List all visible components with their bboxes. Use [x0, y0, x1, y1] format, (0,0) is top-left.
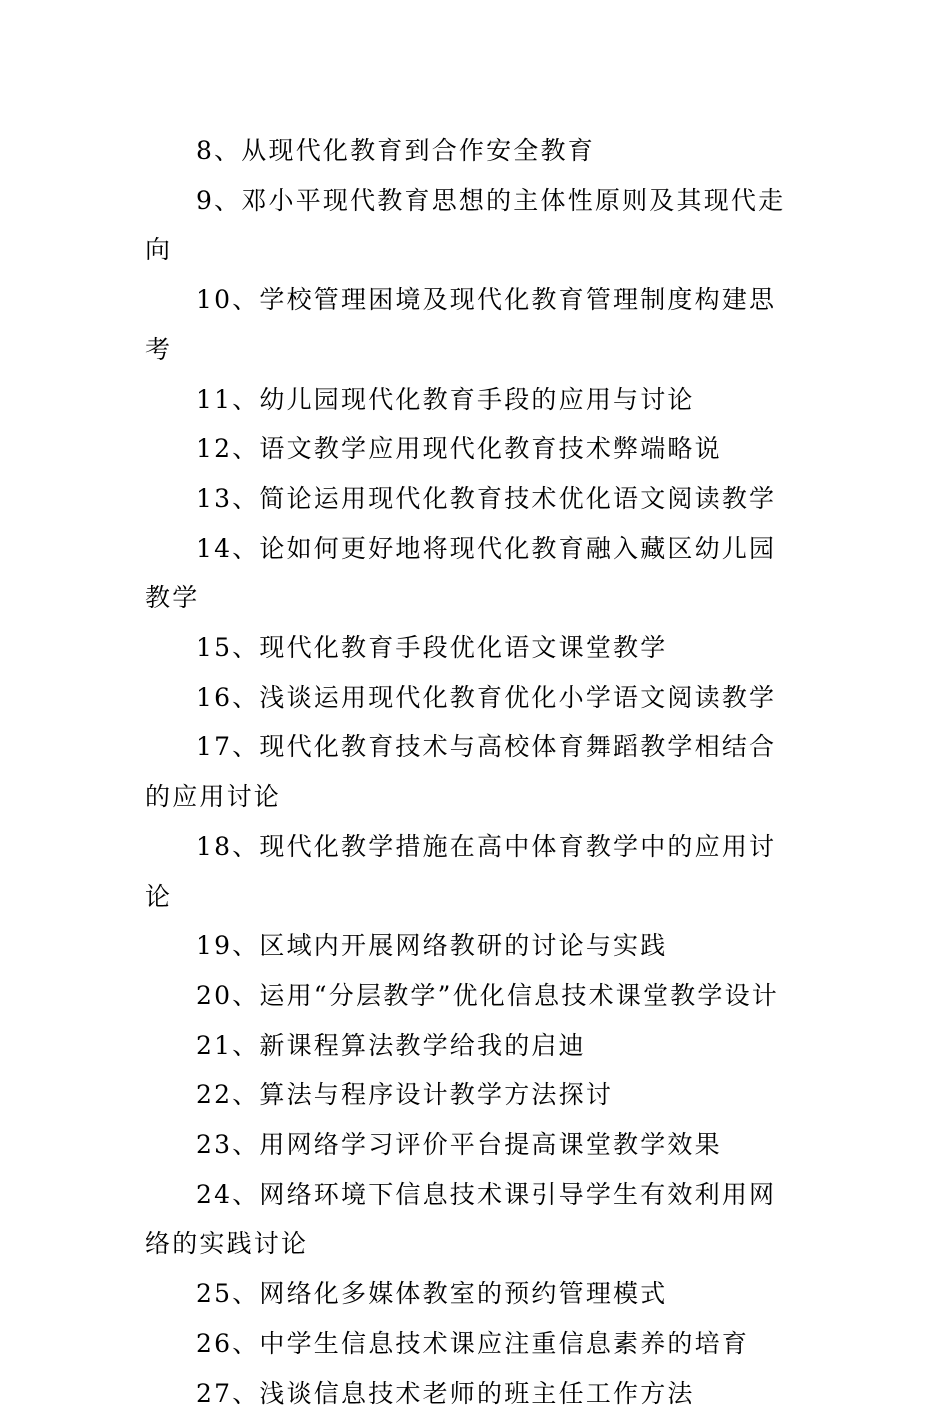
- list-item: 19、区域内开展网络教研的讨论与实践: [196, 931, 668, 961]
- list-item: 8、从现代化教育到合作安全教育: [196, 136, 595, 165]
- list-item: 26、中学生信息技术课应注重信息素养的培育: [196, 1328, 750, 1358]
- list-item: 13、简论运用现代化教育技术优化语文阅读教学: [196, 483, 777, 513]
- list-item: 17、现代化教育技术与高校体育舞蹈教学相结合的应用讨论: [145, 732, 777, 812]
- list-item: 12、语文教学应用现代化教育技术弊端略说: [196, 434, 722, 464]
- list-item: 11、幼儿园现代化教育手段的应用与讨论: [196, 384, 695, 414]
- list-item: 22、算法与程序设计教学方法探讨: [196, 1080, 614, 1110]
- list-item: 9、邓小平现代教育思想的主体性原则及其现代走向: [145, 185, 786, 265]
- list-item: 18、现代化教学措施在高中体育教学中的应用讨论: [145, 831, 777, 911]
- list-item: 24、网络环境下信息技术课引导学生有效利用网络的实践讨论: [145, 1179, 777, 1259]
- topic-list: [145, 126, 795, 1418]
- list-item: 10、学校管理困境及现代化教育管理制度构建思考: [145, 285, 777, 364]
- list-item: 27、浅谈信息技术老师的班主任工作方法: [196, 1378, 695, 1408]
- list-item: 14、论如何更好地将现代化教育融入藏区幼儿园教学: [145, 533, 777, 613]
- list-item: 20、运用“分层教学”优化信息技术课堂教学设计: [196, 980, 779, 1010]
- list-item: 25、网络化多媒体教室的预约管理模式: [196, 1279, 668, 1309]
- list-item: 21、新课程算法教学给我的启迪: [196, 1030, 586, 1060]
- list-item: 16、浅谈运用现代化教育优化小学语文阅读教学: [196, 682, 777, 712]
- list-item: 15、现代化教育手段优化语文课堂教学: [196, 633, 668, 663]
- list-item: 23、用网络学习评价平台提高课堂教学效果: [196, 1130, 722, 1160]
